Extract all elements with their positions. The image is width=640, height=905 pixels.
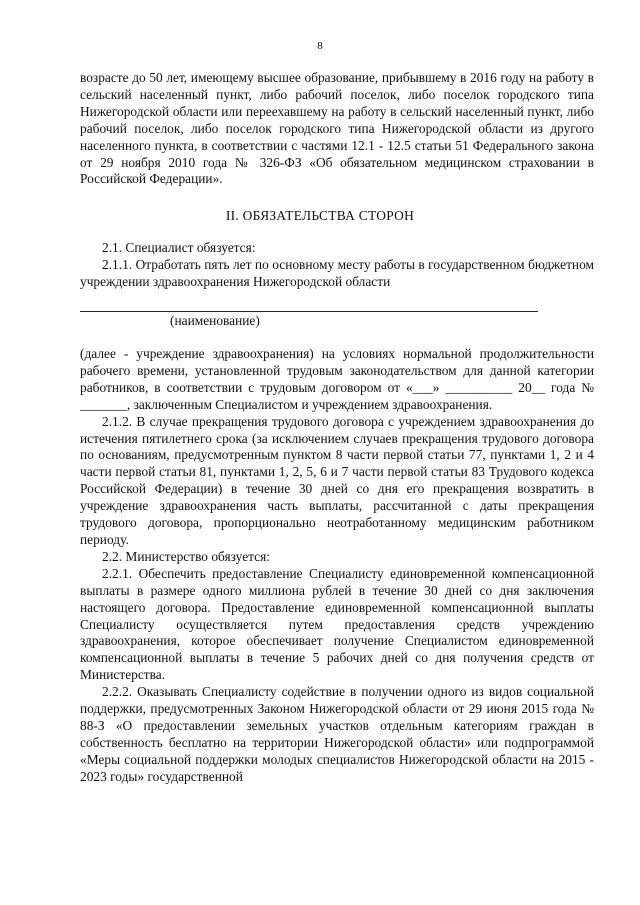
paragraph-intro: [80, 70, 594, 188]
paragraph-2-1-1: 2.1.1. Отработать пять лет по основному месту работы в государственном бюджетном учреждении здравоохранения Нижегородской области: [80, 256, 594, 289]
paragraph-2-2: 2.2. Министерство обязуется:: [102, 548, 270, 564]
page-number: 8: [317, 40, 323, 52]
paragraph-2-1: 2.1. Специалист обязуется:: [102, 240, 256, 255]
section-2-1: [80, 240, 594, 291]
blank-line: [80, 311, 538, 312]
paragraph-2-1-1-continued: (далее - учреждение здравоохранения) на условиях нормальной продолжительности рабочего времени, установленной трудовым законодательством для данной категории работников, в соответствии с трудовым договором от «___» __________ 20__ года № _______, заключенным Специалистом и учреждением здравоохранения.: [80, 346, 594, 412]
paragraph-2-2-1: 2.2.1. Обеспечить предоставление Специалисту единовременной компенсационной выплаты в размере одного миллиона рублей в течение 30 дней со дня заключения настоящего договора. Предоставление единовременной компенсационной выплаты Специалисту осуществляется путем предоставления средств учреждению здравоохранения, которое обеспечивает получение Специалистом единовременной компенсационной выплаты в течение 5 рабочих дней со дня получения средств от Министерства.: [80, 565, 594, 683]
blank-line-caption: (наименование): [170, 313, 260, 328]
paragraph-intro-text: возрасте до 50 лет, имеющему высшее образование, прибывшему в 2016 году на работу в сельский населенный пункт, либо рабочий поселок, либо поселок городского типа Нижегородской области или переехавшему на работу в сельский населенный пункт, либо рабочий поселок, либо поселок городского типа Нижегородской области из другого населенного пункта, в соответствии с частями 12.1 - 12.5 статьи 51 Федерального закона от 29 ноября 2010 года № 326-ФЗ «Об обязательном медицинском страховании в Российской Федерации».: [80, 70, 594, 187]
paragraph-2-1-2: 2.1.2. В случае прекращения трудового договора с учреждением здравоохранения до истечения пятилетнего срока (за исключением случаев прекращения трудового договора по основаниям, предусмотренным пунктом 8 части первой статьи 77, пунктами 1, 2 и 4 части первой статьи 81, пунктами 1, 2, 5, 6 и 7 части первой статьи 83 Трудового кодекса Российской Федерации) в течение 30 дней со дня его прекращения возвратить в учреждение здравоохранения часть выплаты, рассчитанной с даты прекращения трудового договора, пропорционально неотработанному медицинским работником периоду.: [80, 413, 594, 547]
paragraph-2-2-2: 2.2.2. Оказывать Специалисту содействие в получении одного из видов социальной поддержки, предусмотренных Законом Нижегородской области от 29 июня 2015 года № 88-З «О предоставлении земельных участков отдельным категориям граждан в собственность бесплатно на территории Нижегородской области» или подпрограммой «Меры социальной поддержки молодых специалистов Нижегородской области на 2015 - 2023 годы» государственной: [80, 684, 594, 784]
section-2-1-continued: [80, 346, 594, 786]
section-title: II. ОБЯЗАТЕЛЬСТВА СТОРОН: [225, 208, 415, 223]
